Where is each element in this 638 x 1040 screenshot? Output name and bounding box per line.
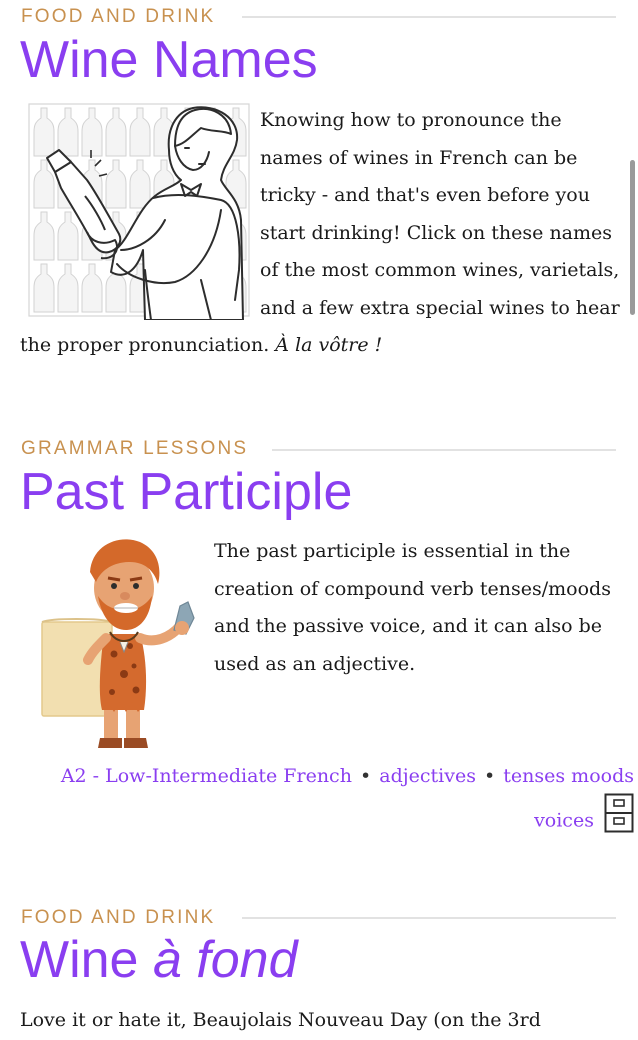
category-label[interactable]: FOOD AND DRINK — [21, 6, 216, 27]
category-label[interactable]: FOOD AND DRINK — [21, 907, 216, 928]
tag-a2-low-intermediate[interactable]: A2 - Low-Intermediate French — [60, 765, 352, 787]
tag-separator: • — [359, 765, 372, 787]
article-title[interactable]: Wine Names — [20, 31, 318, 89]
scrollbar[interactable] — [630, 160, 635, 315]
tag-adjectives[interactable]: adjectives — [379, 765, 476, 787]
tag-tenses-moods-voices[interactable]: tenses moods voices — [503, 765, 634, 832]
article-summary-italic: À la vôtre ! — [275, 334, 383, 356]
article-title[interactable]: Wine à fond — [20, 931, 298, 989]
category-divider — [242, 917, 616, 919]
category-label[interactable]: GRAMMAR LESSONS — [21, 438, 249, 459]
article-summary: Knowing how to pronounce the names of wines in French can be tricky - and that's even before you start drinking! Click on these names of the most common wines, varietals, and a few extra special wines to hear the proper pronunciation. À la vôtre ! — [20, 109, 620, 356]
article-summary: The past participle is essential in the creation of compound verb tenses/moods and the passive voice, and it can also be used as an adjective. — [214, 540, 611, 675]
tag-separator: • — [484, 765, 496, 787]
article-title[interactable]: Past Participle — [20, 463, 353, 521]
article-summary: Love it or hate it, Beaujolais Nouveau Day (on the 3rd — [20, 1009, 541, 1031]
